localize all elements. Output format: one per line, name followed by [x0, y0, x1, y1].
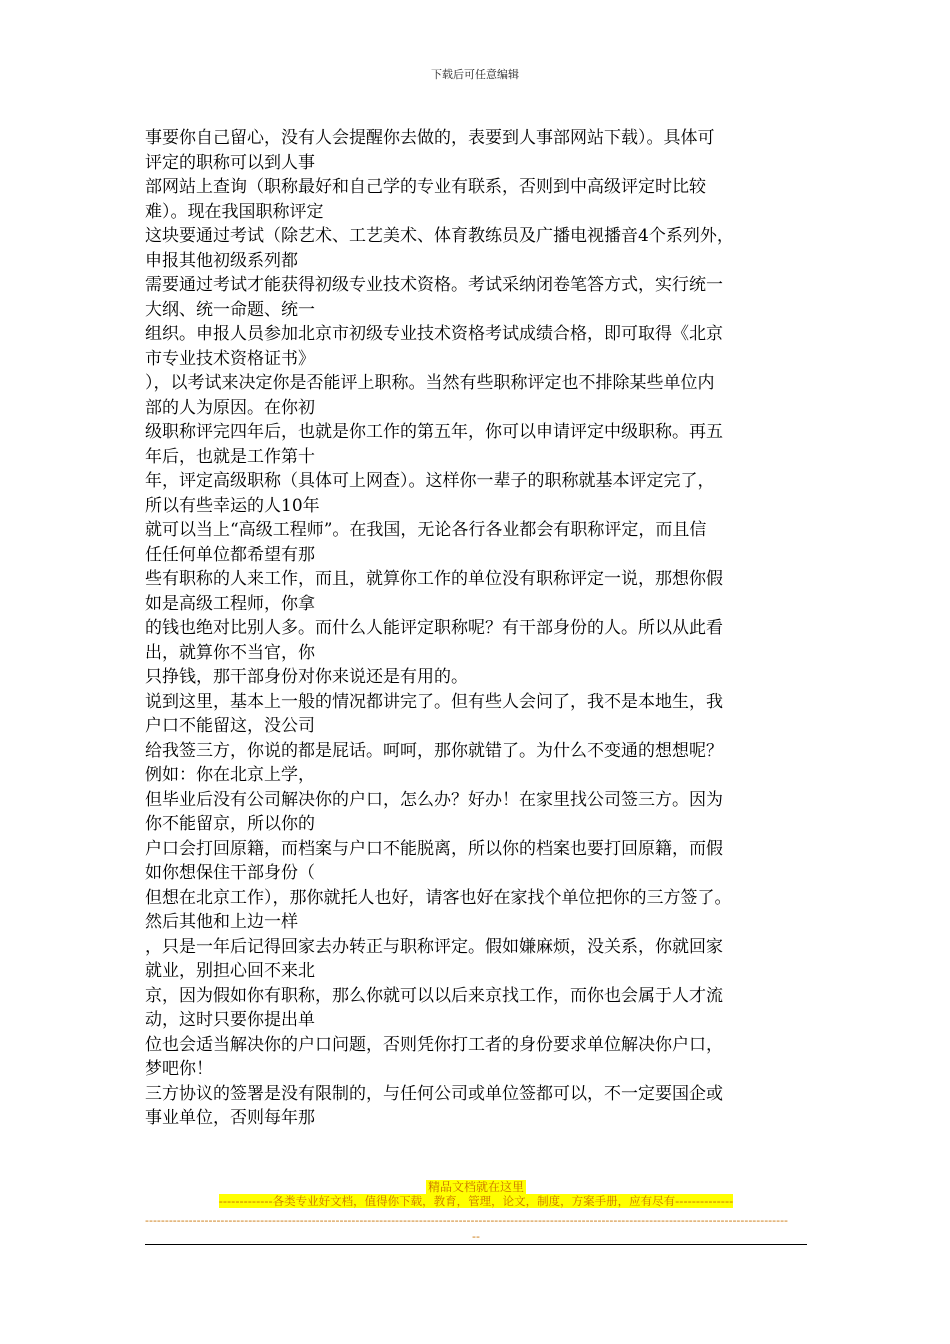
body-line: 市专业技术资格证书》 — [145, 348, 315, 369]
body-line: 部网站上查询（职称最好和自己学的专业有联系，否则到中高级评定时比较 — [145, 177, 706, 197]
body-line: 所以有些幸运的人10年 — [145, 495, 320, 516]
body-line: 些有职称的人来工作，而且，就算你工作的单位没有职称评定一说，那想你假 — [145, 569, 723, 589]
body-line: 你不能留京，所以你的 — [145, 814, 315, 834]
footer-divider — [145, 1244, 807, 1245]
footer-dashes: ------------------------------------------------------------------------------------------------------------------------------------------------------------------ — [145, 1214, 789, 1227]
body-line: 如是高级工程师，你拿 — [145, 593, 315, 614]
body-line: 事业单位，否则每年那 — [145, 1108, 315, 1128]
body-line: 组织。申报人员参加北京市初级专业技术资格考试成绩合格，即可取得《北京 — [145, 324, 723, 344]
body-line: ），以考试来决定你是否能评上职称。当然有些职称评定也不排除某些单位内 — [145, 373, 715, 393]
body-line: 需要通过考试才能获得初级专业技术资格。考试采纳闭卷笔答方式，实行统一 — [145, 275, 723, 295]
body-line: 户口会打回原籍，而档案与户口不能脱离，所以你的档案也要打回原籍，而假 — [145, 838, 723, 859]
body-line: 然后其他和上边一样 — [145, 912, 298, 932]
body-line: 任任何单位都希望有那 — [145, 544, 315, 565]
body-line: 评定的职称可以到人事 — [145, 152, 315, 173]
page-footer — [145, 1180, 807, 1244]
footer-dashes-end: -- — [472, 1230, 480, 1243]
body-line: 年，评定高级职称（具体可上网查）。这样你一辈子的职称就基本评定完了， — [145, 471, 715, 491]
body-line: ，只是一年后记得回家去办转正与职称评定。假如嫌麻烦，没关系，你就回家 — [145, 936, 723, 957]
body-line: 梦吧你！ — [145, 1059, 213, 1079]
body-line: 就可以当上“高级工程师”。在我国，无论各行各业都会有职称评定，而且信 — [145, 520, 707, 540]
body-line: 的钱也绝对比别人多。而什么人能评定职称呢？有干部身份的人。所以从此看 — [145, 618, 723, 638]
body-line: 三方协议的签署是没有限制的，与任何公司或单位签都可以，不一定要国企或 — [145, 1083, 723, 1104]
footer-tagline-text: -------------各类专业好文档，值得你下载，教育，管理，论文，制度，方案手册，应有尽有-------------- — [218, 1194, 734, 1208]
body-line: 如你想保住干部身份（ — [145, 863, 315, 883]
document-body — [145, 126, 810, 1131]
body-line: 申报其他初级系列都 — [145, 250, 298, 271]
body-line: 大纲、统一命题、统一 — [145, 299, 315, 320]
body-line: 给我签三方，你说的都是屁话。呵呵，那你就错了。为什么不变通的想想呢？ — [145, 740, 723, 761]
body-line: 部的人为原因。在你初 — [145, 397, 315, 418]
footer-title — [145, 1180, 807, 1194]
body-line: 级职称评完四年后，也就是你工作的第五年，你可以申请评定中级职称。再五 — [145, 422, 723, 442]
body-line: 户口不能留这，没公司 — [145, 716, 315, 736]
body-line: 动，这时只要你提出单 — [145, 1010, 315, 1030]
body-line: 位也会适当解决你的户口问题，否则凭你打工者的身份要求单位解决你户口， — [145, 1034, 723, 1055]
footer-tagline — [145, 1194, 807, 1208]
body-line: 京，因为假如你有职称，那么你就可以以后来京找工作，而你也会属于人才流 — [145, 985, 723, 1006]
body-line: 事要你自己留心，没有人会提醒你去做的，表要到人事部网站下载）。具体可 — [145, 128, 715, 148]
body-line: 但毕业后没有公司解决你的户口，怎么办？好办！在家里找公司签三方。因为 — [145, 789, 723, 810]
body-line: 但想在北京工作），那你就托人也好，请客也好在家找个单位把你的三方签了。 — [145, 887, 732, 908]
body-line: 只挣钱，那干部身份对你来说还是有用的。 — [145, 667, 468, 687]
page-header: 下载后可任意编辑 — [431, 68, 519, 81]
body-line: 这块要通过考试（除艺术、工艺美术、体育教练员及广播电视播音4个系列外， — [145, 226, 734, 246]
body-line: 出，就算你不当官，你 — [145, 642, 315, 663]
body-line: 难）。现在我国职称评定 — [145, 201, 324, 222]
footer-title-text: 精品文档就在这里 — [427, 1180, 524, 1194]
body-line: 说到这里，基本上一般的情况都讲完了。但有些人会问了，我不是本地生，我 — [145, 691, 723, 712]
body-line: 就业，别担心回不来北 — [145, 961, 315, 981]
body-line: 年后，也就是工作第十 — [145, 446, 315, 467]
body-line: 例如：你在北京上学， — [145, 765, 315, 785]
